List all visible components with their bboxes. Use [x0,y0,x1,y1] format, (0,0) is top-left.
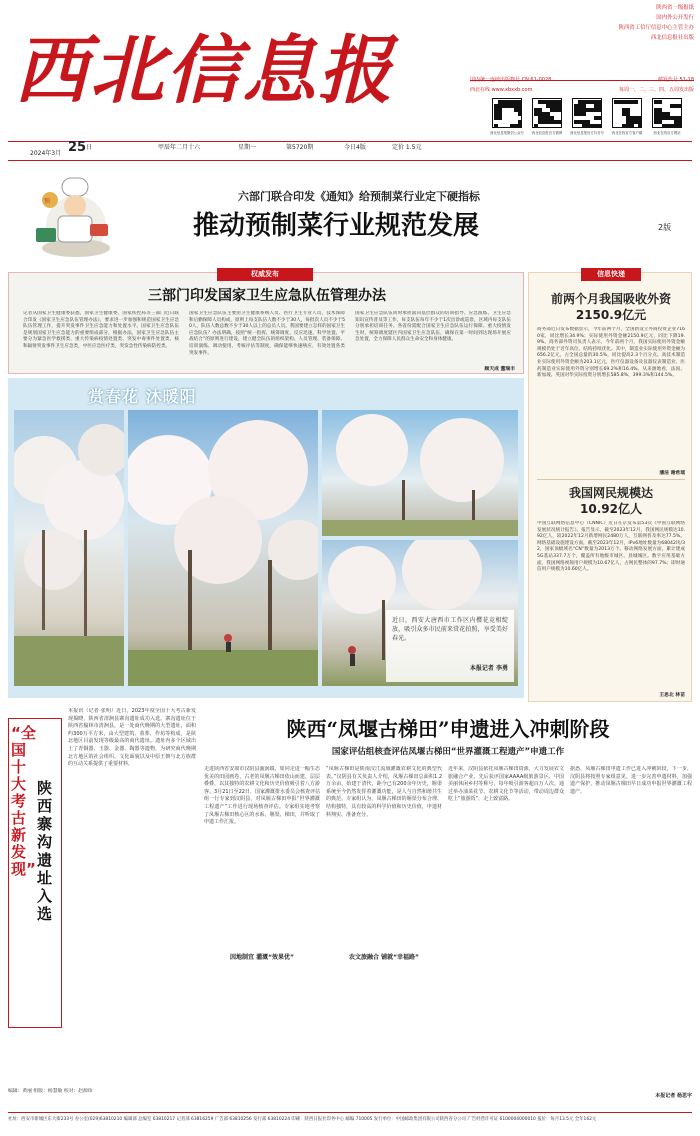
section-title: 三部门印发国家卫生应急队伍管理办法 [148,288,386,304]
vertical-subtitle: 陕西寨沟遗址入选 [37,779,53,923]
spring-caption: 近日，西安大唐西市工作区内樱花竞相绽放，吸引众多市民前来赏花拍照，享受美好春光。 [392,617,508,642]
qr-label: 西北信息报微信公众号 [490,131,524,135]
section-col3: 国家卫生应急队伍同时承担面向基层群众的培训指导、应急演练、卫生应急知识宣传普及等工作，每支队伍每年不少于1次出诊或巡诊，区域内每支队伍分别承担培训任务。各省份需配合国家卫生应急队伍运行保障。重大疫情发生时，统筹调度辖区内国家卫生应急队伍，确保在第一时间到达现场开展应急处置，全力保障人民群众生命安全和身体健康。 [355,311,511,343]
vertical-byline: 编辑：黄丽 组版：杨慧敏 校对：赵源珍 [8,1089,93,1094]
qr-code [612,98,642,128]
main-story [204,708,692,1108]
qr-label: 西北在线官方客户端 [611,131,643,135]
vertical-title: “全国十大考古新发现” [11,724,36,878]
story-col1-head: 因地制宜 灌溉“效果优” [230,954,294,961]
dateline [8,142,692,162]
photo-cherry-center [128,410,318,686]
masthead-info [470,4,694,96]
date-day-char: 日 [86,144,93,151]
spring-title: 赏春花 沐暖阳 [88,387,197,406]
vertical-title-box [8,718,62,1028]
info-line: 国内外公开发行 [656,15,694,21]
qr-code [492,98,522,128]
date-weekday: 星期一 [238,144,257,151]
section-col1: 记者从国家卫生健康委获悉，国家卫生健康委、国家疾控局等三部门近日联合印发《国家卫生应急队伍管理办法》，要求进一步加强和规范国家卫生应急队伍管理工作，提升突发事件卫生应急能力和处置水平。国家卫生应急队伍是规划国家卫生应急能力的重要组成部分，根据办法，国家卫生应急队伍主要分为紧急医学救援类、重大传染病疫情处置类、突发中毒事件处置类、核和辐射突发事件卫生应急类，中医应急医疗类，突发急性传染病防控类。 [23,311,179,349]
dateline-bottom-rule [8,160,692,161]
date-price: 定价 1.5元 [392,144,422,151]
masthead-title: 西北信息报 [14,28,394,114]
story-subtitle: 国家评估组核查评估凤堰古梯田“世界灌溉工程遗产”申遗工作 [331,747,565,757]
sidebar-divider [537,479,685,480]
news2-byline: 王思北 林苗 [659,693,685,698]
date-year-month: 2024年3月 [30,150,62,157]
lead-title: 推动预制菜行业规范发展 [193,211,480,241]
lead-subtitle: 六部门联合印发《通知》给预制菜行业定下硬指标 [238,190,480,203]
info-line: 陕西省一级报纸 [656,5,694,11]
qr-code [652,98,682,128]
chef-illustration [20,170,130,260]
story-byline: 本报记者 杨思宇 [655,1093,692,1099]
vertical-story [8,708,198,1104]
news1-body: 商务部近日发布数据显示，今年前两个月，全国新设立外商投资企业7160家，同比增长34.9%；实际使用外资金额2150.9亿元，同比下降19.9%。商务部外资司负责人表示，今年前两个月，我国实际使用外资金额规模仍处于近年高位，结构持续优化。其中，制造业实际使用外资金额为656.2亿元，占全国总量的30.5%，同比提高2.3个百分点。高技术制造业实际使用外资金额为203.1亿元，医疗仪器设备及仪器仪表制造业、医药制造业实际使用外资分别增长69.2%和16.4%。从来源地看，法国、新加坡、英国对华实际投资分别增长585.8%、399.3%和144.5%。 [537,327,685,379]
story-col2-head: 农文旅融合 铺就“幸福路” [349,954,419,961]
qr-code [572,98,602,128]
section-col2: 国家卫生应急队伍主要由卫生健康系统人员、医疗卫生专业人员、技术保障和后勤保障人员构成，原则上每支队伍人数不少于30人，每批次人员不少于50人，队伍人数总数不少于30人以上的总员人员。我国要建立怎样的国家卫生应急队伍？办法明确，按照“统一指挥、统筹调度、反应迅速、科学处置、平战结合”的原则进行建设，建立健全队伍的组织架构、人员管理、装备保障、培训演练、调动使用、考核评估等制度，确保能够快速响应、有效处置各类突发事件。 [189,311,345,356]
section-byline: 顾天成 董瑞丰 [484,367,515,372]
spring-photo-credit: 本报记者 李勇 [469,665,508,672]
spring-block [8,378,524,698]
date-day: 25 [68,140,87,155]
story-col2: “凤堰古梯田是陕南汉江流域灌溉农耕文化的典型代表。”汉阴县有关负责人介绍，凤堰古梯田总面积1.2万余亩，始建于清代，距今已有200余年历史，堰渠系统至今仍然发挥着灌溉功能，是人与自然和谐共生的典范。专家组认为，凤堰古梯田的堰渠分布合理、结构独特，具有较高的科学价值和历史价值，申遗材料翔实、准备充分。 [326,766,442,818]
spring-caption-box [386,610,514,682]
footer: 社址：西安市新城区东大街233号 办公室(029)63810210 编辑部 总编室 63810217 记者部 63816259 广告部 63810256 发行部 63810224 印刷：陕西日报社印务中心 邮编 710005 发行单位：中国邮政集团有限公司陕西省分公司 广告经营许可证 6100004000010 报价：每月13.5元 全年162元 [8,1117,597,1122]
footer-rule [8,1112,692,1113]
story-title: 陕西“凤堰古梯田”申遗进入冲刺阶段 [286,717,610,741]
story-col4: 据悉，凤堰古梯田申遗工作已进入冲刺阶段，下一步，汉阴县将按照专家组意见，进一步完善申遗材料，加强遗产保护，推动凤堰古梯田早日成功申报世界灌溉工程遗产。 [570,766,692,795]
date-issue: 第5720期 [286,144,314,151]
sidebar-label [581,268,641,281]
news2-title: 我国网民规模达10.92亿人 [568,486,653,516]
svg-text:预: 预 [44,198,51,205]
masthead-info-rule [470,80,694,81]
vertical-body: 本报讯（记者 张明）近日，2023年度全国十大考古新发现揭晓，陕西省清涧县寨沟遗址成功入选。寨沟遗址位于陕西省榆林市清涧县，是一处商代晚期的大型遗址，面积约300万平方米，由大型建筑、墓葬、作坊等构成，是陕北地区目前发现等级最高的商代遗址。遗址内多个区域出土了青铜器、玉器、金器、陶器等遗物，为研究商代晚期北方地区的社会组织、文化面貌以及中原王朝与北方族群的互动关系提供了重要材料。 [68,708,196,768]
news1-title: 前两个月我国吸收外资2150.9亿元 [551,292,672,322]
news2-body: 中国互联网络信息中心（CNNIC）近日在京发布第53次《中国互联网络发展状况统计报告》。报告显示，截至2023年12月，我国网民规模达10.92亿人，较2022年12月新增网民2480万人，互联网普及率达77.5%。网络基础设施建设方面，截至2023年12月，IPv6地址数量为68042块/32，国家顶级域名“CN”数量为2013万个。移动网络发展方面，累计建成5G基站337.7万个，覆盖所有地级市城区、县城城区。数字应用基础方面，我国网络视频用户规模为10.67亿人，占网民整体的97.7%；即时通信用户规模为10.60亿人。 [537,521,685,573]
section-health [8,272,524,374]
sidebar [528,272,692,702]
section-label-text: 权威发布 [251,270,279,278]
masthead [0,0,700,160]
photo-cherry-right-top [322,410,518,536]
date-pages: 今日4版 [344,144,366,151]
qr-label: 西北信息报官方抖音号 [570,131,604,135]
lead-page-ref: 2版 [658,223,672,232]
story-col1: 走进陕西省安康市汉阴县漩涡镇，如同走进一幅生态优美的田园画卷，古老的凤堰古梯田依山而建、层层叠叠，以其独特的农耕文化和历史价值吸引着八方游客。3月21日至22日，国家灌溉排水委员会核查评估组一行专家到汉阴县，对凤堰古梯田申报“世界灌溉工程遗产”工作进行现场核查评估。专家组实地考察了凤堰古梯田核心区的水系、堰渠、梯田，并听取了申遗工作汇报。 [204,766,320,826]
story-col3: 近年来，汉阴县依托凤堰古梯田资源，大力发展农文旅融合产业，先后获评国家AAAA级旅游景区、中国美丽休闲乡村等称号，每年吸引游客超百万人次。通过举办油菜花节、农耕文化节等活动，带动周边群众吃上“旅游饭”，走上致富路。 [448,766,564,803]
lead-block [8,166,692,264]
section-label [217,268,313,281]
news1-byline: 潘洁 谢希瑶 [659,471,685,476]
info-line: 每周一、二、三、四、五周发出版 [618,87,694,93]
qr-label: 西北信息报官方微博 [531,131,563,135]
info-line: 陕西省工信厅信息中心主管主办 [618,25,694,31]
qr-label: 西北在线官方网站 [653,131,681,135]
sidebar-label-text: 信息快递 [597,270,625,278]
date-lunar: 甲辰年二月十六 [158,144,201,151]
info-line: 西北信息报社出版 [650,35,694,41]
qr-code [532,98,562,128]
photo-cherry-left [14,410,124,686]
info-line: 西北在线 www.xbxxb.com [470,87,533,93]
